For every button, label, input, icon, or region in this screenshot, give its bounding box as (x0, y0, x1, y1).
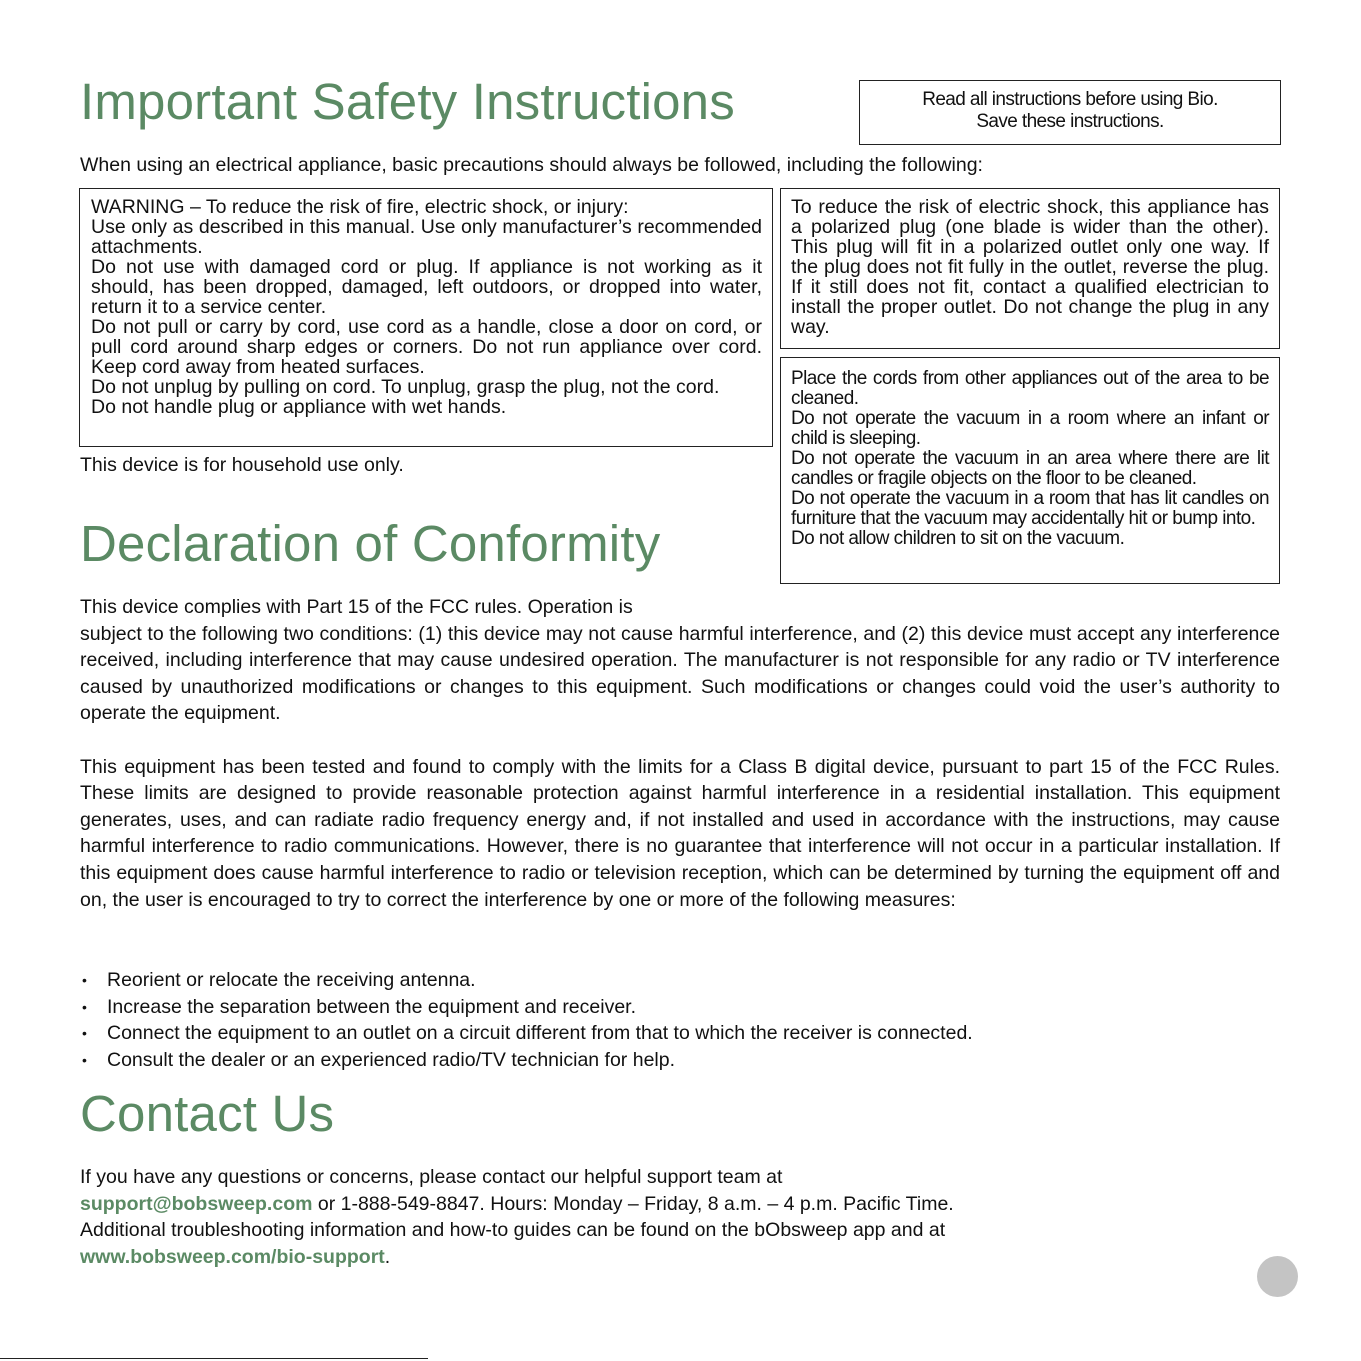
household-use-note: This device is for household use only. (80, 454, 404, 476)
list-item: • Connect the equipment to an outlet on a circuit different from that to which the receiver is connected. (80, 1020, 1280, 1047)
read-instructions-notice (859, 80, 1281, 145)
url-period: . (384, 1245, 391, 1268)
fcc-paragraph-1: subject to the following two conditions: (1) this device may not cause harmful interference, and (2) this device must accept any interference received, including interference that may cause undesired operation. The manufacturer is not responsible for any radio or TV interference caused by unauthorized modifications or changes to this equipment. Such modifications or changes could void the user’s authority to operate the equipment. (80, 622, 1280, 725)
warning-line: Do not pull or carry by cord, use cord as a handle, close a door on cord, or pull cord around sharp edges or corners. Do not run appliance over cord. Keep cord away from heated surfaces. (91, 316, 762, 378)
vacuum-line: Do not operate the vacuum in an area where there are lit candles or fragile objects on the floor to be cleaned. (791, 448, 1269, 489)
warning-line: Do not unplug by pulling on cord. To unplug, grasp the plug, not the cord. (91, 376, 720, 398)
support-email-link[interactable]: support@bobsweep.com (80, 1192, 313, 1215)
fcc-paragraph-1-start: This device complies with Part 15 of the FCC rules. Operation is (80, 596, 633, 618)
fcc-paragraph-2: This equipment has been tested and found to comply with the limits for a Class B digital device, pursuant to part 15 of the FCC Rules. These limits are designed to provide reasonable protection against harmful interference in a residential installation. This equipment generates, uses, and can radiate radio frequency energy and, if not installed and used in accordance with the instructions, may cause harmful interference to radio communications. However, there is no guarantee that interference will not occur in a particular installation. If this equipment does cause harmful interference to radio or television reception, which can be determined by turning the equipment off and on, the user is encouraged to try to correct the interference by one or more of the following measures: (80, 755, 1280, 911)
warning-line: Do not use with damaged cord or plug. If appliance is not working as it should, has been dropped, damaged, left outdoors, or dropped into water, return it to a service center. (91, 256, 762, 318)
contact-line (80, 1244, 1280, 1271)
contact-title: Contact Us (80, 1085, 335, 1142)
polarized-plug-box (780, 188, 1280, 349)
notice-line: Read all instructions before using Bio. (922, 89, 1218, 110)
vacuum-line: Do not operate the vacuum in a room where an infant or child is sleeping. (791, 408, 1269, 449)
support-url-link[interactable]: www.bobsweep.com/bio-support (80, 1245, 385, 1268)
fcc-compliance-text (80, 594, 1280, 913)
vacuum-line: Place the cords from other appliances out of the area to be cleaned. (791, 368, 1269, 409)
footer-rule (0, 1358, 428, 1359)
contact-line: Additional troubleshooting information and how-to guides can be found on the bObsweep app and at (80, 1219, 946, 1242)
contact-line: If you have any questions or concerns, please contact our helpful support team at (80, 1166, 783, 1188)
warning-line: Do not handle plug or appliance with wet hands. (91, 396, 507, 418)
vacuum-line: Do not allow children to sit on the vacuum. (791, 528, 1125, 549)
conformity-title: Declaration of Conformity (80, 515, 661, 572)
notice-line: Save these instructions. (976, 111, 1164, 132)
vacuum-precautions-box (780, 357, 1280, 584)
page-marker-circle (1257, 1256, 1298, 1297)
list-item: • Reorient or relocate the receiving antenna. (80, 967, 1280, 994)
vacuum-line: Do not operate the vacuum in a room that has lit candles on furniture that the vacuum may accidentally hit or bump into. (791, 488, 1269, 529)
warning-box (79, 188, 773, 447)
contact-text (80, 1164, 1280, 1270)
plug-note: To reduce the risk of electric shock, this appliance has a polarized plug (one blade is wider than the other). This plug will fit in a polarized outlet only one way. If the plug does not fit fully in the outlet, reverse the plug. If it still does not fit, contact a qualified electrician to install the proper outlet. Do not change the plug in any way. (791, 196, 1269, 338)
warning-line: Use only as described in this manual. Use only manufacturer’s recommended attachments. (91, 216, 762, 258)
contact-line (80, 1191, 1280, 1218)
interference-measures-list (80, 967, 1280, 1073)
list-item: • Consult the dealer or an experienced radio/TV technician for help. (80, 1047, 1280, 1074)
safety-intro: When using an electrical appliance, basic precautions should always be followed, including the following: (80, 154, 983, 176)
phone-hours: or 1-888-549-8847. Hours: Monday – Friday, 8 a.m. – 4 p.m. Pacific Time. (312, 1192, 954, 1215)
warning-line: WARNING – To reduce the risk of fire, electric shock, or injury: (91, 196, 629, 218)
safety-title: Important Safety Instructions (80, 73, 735, 130)
list-item: • Increase the separation between the equipment and receiver. (80, 994, 1280, 1021)
